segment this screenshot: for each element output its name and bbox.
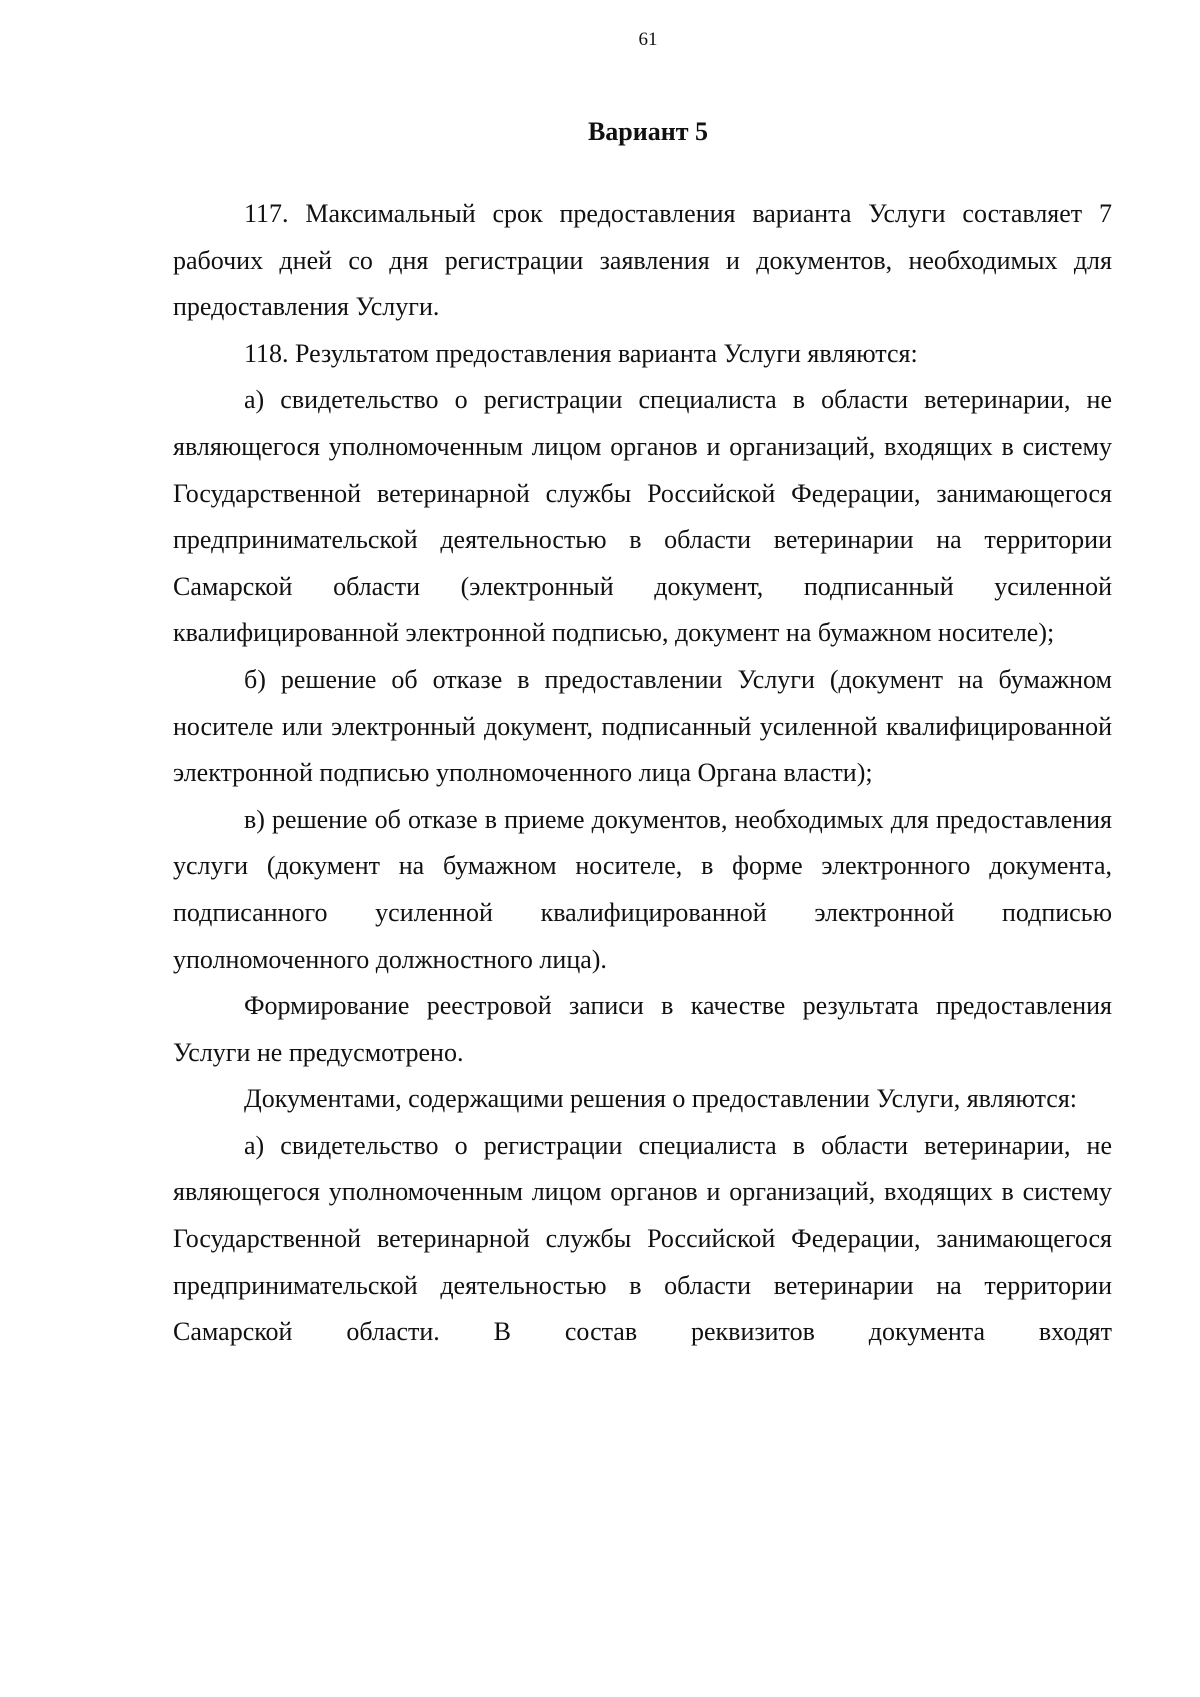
- document-body: [173, 191, 1112, 1356]
- page-number: 61: [638, 29, 658, 50]
- paragraph-117: 117. Максимальный срок предоставления варианта Услуги составляет 7 рабочих дней со дня регистрации заявления и документов, необходимых для предоставления Услуги.: [173, 199, 1112, 322]
- decision-document-item-a: а) свидетельство о регистрации специалиста в области ветеринарии, не являющегося уполномоченным лицом органов и организаций, входящих в систему Государственной ветеринарной службы Российской Федерации, занимающегося предпринимательской деятельностью в области ветеринарии на территории Самарской области. В состав реквизитов документа входят: [173, 1130, 1112, 1347]
- decision-documents-intro: Документами, содержащими решения о предоставлении Услуги, являются:: [244, 1084, 1078, 1114]
- result-item-b: б) решение об отказе в предоставлении Услуги (документ на бумажном носителе или электронный документ, подписанный усиленной квалифицированной электронной подписью уполномоченного лица Органа власти);: [173, 664, 1112, 788]
- registry-record-note: Формирование реестровой записи в качестве результата предоставления Услуги не предусмотрено.: [173, 991, 1112, 1067]
- result-item-c: в) решение об отказе в приеме документов, необходимых для предоставления услуги (документ на бумажном носителе, в форме электронного документа, подписанного усиленной квалифицированной электронной подписью уполномоченного должностного лица).: [173, 804, 1112, 974]
- paragraph-118: 118. Результатом предоставления варианта Услуги являются:: [244, 338, 918, 368]
- section-title: Вариант 5: [587, 117, 709, 146]
- result-item-a: а) свидетельство о регистрации специалиста в области ветеринарии, не являющегося уполномоченным лицом органов и организаций, входящих в систему Государственной ветеринарной службы Российской Федерации, занимающегося предпринимательской деятельностью в области ветеринарии на территории Самарской области (электронный документ, подписанный усиленной квалифицированной электронной подписью, документ на бумажном носителе);: [173, 385, 1112, 648]
